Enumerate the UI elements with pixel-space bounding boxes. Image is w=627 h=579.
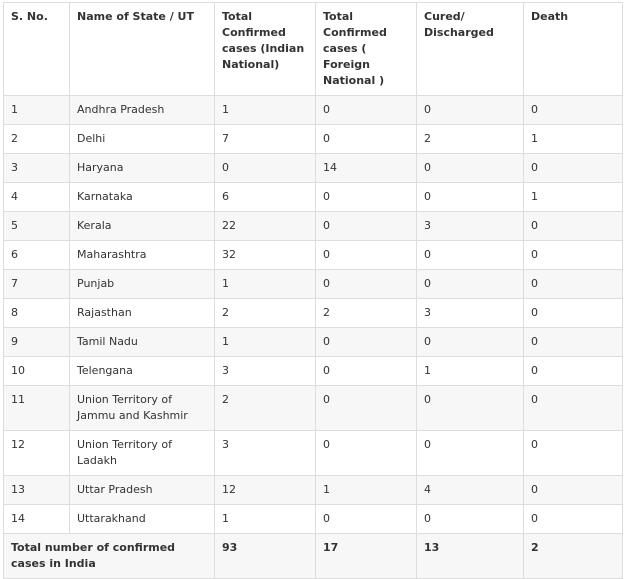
total-label: Total number of confirmed cases in India bbox=[4, 534, 215, 579]
cell-state-name: Rajasthan bbox=[70, 299, 215, 328]
cell-state-name: Uttarakhand bbox=[70, 505, 215, 534]
cell-serial-number: 6 bbox=[4, 241, 70, 270]
table-row bbox=[4, 299, 623, 328]
cell-foreign-confirmed: 1 bbox=[316, 476, 417, 505]
cell-cured: 0 bbox=[417, 386, 524, 431]
table-row bbox=[4, 183, 623, 212]
cell-foreign-confirmed: 0 bbox=[316, 183, 417, 212]
covid-cases-table-container bbox=[3, 2, 623, 579]
cell-cured: 0 bbox=[417, 270, 524, 299]
cell-serial-number: 11 bbox=[4, 386, 70, 431]
header-state-name: Name of State / UT bbox=[70, 3, 215, 96]
cell-foreign-confirmed: 0 bbox=[316, 241, 417, 270]
cell-foreign-confirmed: 0 bbox=[316, 125, 417, 154]
cell-serial-number: 2 bbox=[4, 125, 70, 154]
cell-serial-number: 5 bbox=[4, 212, 70, 241]
cell-state-name: Kerala bbox=[70, 212, 215, 241]
cell-indian-confirmed: 7 bbox=[215, 125, 316, 154]
cell-serial-number: 9 bbox=[4, 328, 70, 357]
cell-death: 0 bbox=[524, 154, 623, 183]
header-death: Death bbox=[524, 3, 623, 96]
cell-death: 0 bbox=[524, 431, 623, 476]
cell-cured: 4 bbox=[417, 476, 524, 505]
table-header bbox=[4, 3, 623, 96]
header-foreign-confirmed: Total Confirmed cases ( Foreign National ) bbox=[316, 3, 417, 96]
cell-indian-confirmed: 6 bbox=[215, 183, 316, 212]
cell-foreign-confirmed: 0 bbox=[316, 212, 417, 241]
cell-serial-number: 8 bbox=[4, 299, 70, 328]
cell-death: 1 bbox=[524, 183, 623, 212]
cell-serial-number: 14 bbox=[4, 505, 70, 534]
table-row bbox=[4, 505, 623, 534]
cell-serial-number: 7 bbox=[4, 270, 70, 299]
table-row bbox=[4, 431, 623, 476]
cell-state-name: Haryana bbox=[70, 154, 215, 183]
cell-indian-confirmed: 2 bbox=[215, 386, 316, 431]
cell-serial-number: 1 bbox=[4, 96, 70, 125]
cell-state-name: Andhra Pradesh bbox=[70, 96, 215, 125]
total-cured: 13 bbox=[417, 534, 524, 579]
cell-foreign-confirmed: 0 bbox=[316, 431, 417, 476]
cell-cured: 0 bbox=[417, 328, 524, 357]
cell-state-name: Uttar Pradesh bbox=[70, 476, 215, 505]
header-cured: Cured/ Discharged bbox=[417, 3, 524, 96]
cell-death: 0 bbox=[524, 96, 623, 125]
cell-state-name: Union Territory of Ladakh bbox=[70, 431, 215, 476]
cell-death: 0 bbox=[524, 476, 623, 505]
cell-cured: 0 bbox=[417, 96, 524, 125]
cell-death: 0 bbox=[524, 299, 623, 328]
cell-state-name: Union Territory of Jammu and Kashmir bbox=[70, 386, 215, 431]
cell-foreign-confirmed: 0 bbox=[316, 96, 417, 125]
cell-cured: 3 bbox=[417, 299, 524, 328]
cell-death: 0 bbox=[524, 212, 623, 241]
cell-indian-confirmed: 1 bbox=[215, 96, 316, 125]
cell-death: 1 bbox=[524, 125, 623, 154]
cell-state-name: Telengana bbox=[70, 357, 215, 386]
cell-cured: 0 bbox=[417, 154, 524, 183]
cell-indian-confirmed: 0 bbox=[215, 154, 316, 183]
cell-death: 0 bbox=[524, 241, 623, 270]
covid-cases-table bbox=[3, 2, 623, 579]
cell-foreign-confirmed: 0 bbox=[316, 357, 417, 386]
cell-indian-confirmed: 32 bbox=[215, 241, 316, 270]
cell-serial-number: 12 bbox=[4, 431, 70, 476]
total-foreign-confirmed: 17 bbox=[316, 534, 417, 579]
cell-foreign-confirmed: 0 bbox=[316, 386, 417, 431]
header-row bbox=[4, 3, 623, 96]
cell-death: 0 bbox=[524, 505, 623, 534]
header-indian-confirmed: Total Confirmed cases (Indian National) bbox=[215, 3, 316, 96]
total-indian-confirmed: 93 bbox=[215, 534, 316, 579]
total-row bbox=[4, 534, 623, 579]
cell-cured: 0 bbox=[417, 505, 524, 534]
cell-cured: 0 bbox=[417, 241, 524, 270]
cell-state-name: Karnataka bbox=[70, 183, 215, 212]
table-row bbox=[4, 96, 623, 125]
table-row bbox=[4, 270, 623, 299]
cell-cured: 3 bbox=[417, 212, 524, 241]
table-row bbox=[4, 476, 623, 505]
cell-cured: 1 bbox=[417, 357, 524, 386]
header-serial-number: S. No. bbox=[4, 3, 70, 96]
table-row bbox=[4, 154, 623, 183]
cell-state-name: Tamil Nadu bbox=[70, 328, 215, 357]
cell-death: 0 bbox=[524, 386, 623, 431]
cell-foreign-confirmed: 0 bbox=[316, 328, 417, 357]
total-death: 2 bbox=[524, 534, 623, 579]
cell-serial-number: 10 bbox=[4, 357, 70, 386]
cell-foreign-confirmed: 14 bbox=[316, 154, 417, 183]
cell-state-name: Punjab bbox=[70, 270, 215, 299]
table-body bbox=[4, 96, 623, 579]
cell-foreign-confirmed: 2 bbox=[316, 299, 417, 328]
cell-indian-confirmed: 2 bbox=[215, 299, 316, 328]
cell-indian-confirmed: 3 bbox=[215, 431, 316, 476]
cell-state-name: Maharashtra bbox=[70, 241, 215, 270]
cell-death: 0 bbox=[524, 357, 623, 386]
cell-cured: 0 bbox=[417, 183, 524, 212]
cell-indian-confirmed: 12 bbox=[215, 476, 316, 505]
table-row bbox=[4, 386, 623, 431]
cell-cured: 2 bbox=[417, 125, 524, 154]
cell-death: 0 bbox=[524, 328, 623, 357]
cell-indian-confirmed: 1 bbox=[215, 270, 316, 299]
cell-cured: 0 bbox=[417, 431, 524, 476]
cell-serial-number: 4 bbox=[4, 183, 70, 212]
cell-indian-confirmed: 1 bbox=[215, 505, 316, 534]
cell-foreign-confirmed: 0 bbox=[316, 505, 417, 534]
table-row bbox=[4, 357, 623, 386]
table-row bbox=[4, 125, 623, 154]
cell-death: 0 bbox=[524, 270, 623, 299]
cell-indian-confirmed: 1 bbox=[215, 328, 316, 357]
table-row bbox=[4, 212, 623, 241]
cell-state-name: Delhi bbox=[70, 125, 215, 154]
cell-indian-confirmed: 3 bbox=[215, 357, 316, 386]
table-row bbox=[4, 328, 623, 357]
cell-serial-number: 3 bbox=[4, 154, 70, 183]
cell-foreign-confirmed: 0 bbox=[316, 270, 417, 299]
cell-serial-number: 13 bbox=[4, 476, 70, 505]
cell-indian-confirmed: 22 bbox=[215, 212, 316, 241]
table-row bbox=[4, 241, 623, 270]
